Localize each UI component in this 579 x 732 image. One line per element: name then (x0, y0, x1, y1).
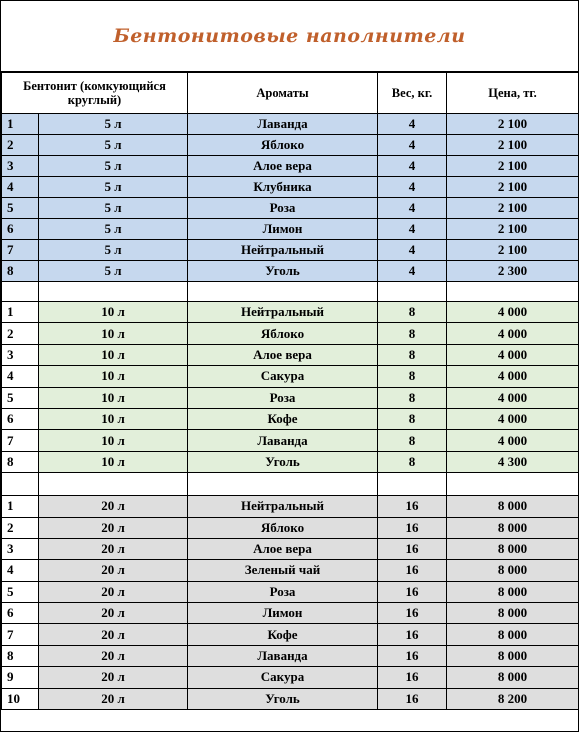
row-weight: 8 (378, 430, 447, 451)
spacer-cell (378, 473, 447, 496)
row-weight: 16 (378, 667, 447, 688)
page-title: Бентонитовые наполнители (113, 25, 466, 47)
row-price: 2 100 (447, 240, 579, 261)
row-volume: 5 л (39, 261, 188, 282)
row-volume: 20 л (39, 624, 188, 645)
row-volume: 10 л (39, 302, 188, 323)
row-weight: 8 (378, 451, 447, 472)
row-number: 1 (2, 302, 39, 323)
row-price: 8 000 (447, 603, 579, 624)
row-price: 8 200 (447, 688, 579, 709)
row-number: 7 (2, 430, 39, 451)
row-aroma: Алое вера (188, 538, 378, 559)
row-price: 2 100 (447, 177, 579, 198)
row-number: 3 (2, 538, 39, 559)
row-aroma: Роза (188, 581, 378, 602)
header-price: Цена, тг. (447, 73, 579, 114)
row-aroma: Яблоко (188, 323, 378, 344)
row-number: 2 (2, 517, 39, 538)
table-row (2, 261, 579, 282)
row-price: 8 000 (447, 667, 579, 688)
row-price: 8 000 (447, 581, 579, 602)
row-price: 2 100 (447, 219, 579, 240)
row-number: 2 (2, 323, 39, 344)
table-row (2, 581, 579, 602)
row-volume: 20 л (39, 560, 188, 581)
row-number: 1 (2, 496, 39, 517)
row-aroma: Алое вера (188, 344, 378, 365)
spacer-cell (188, 282, 378, 302)
table-row (2, 366, 579, 387)
row-weight: 16 (378, 581, 447, 602)
row-weight: 16 (378, 496, 447, 517)
row-aroma: Роза (188, 198, 378, 219)
row-number: 5 (2, 387, 39, 408)
row-price: 8 000 (447, 645, 579, 666)
row-aroma: Лаванда (188, 645, 378, 666)
row-volume: 5 л (39, 114, 188, 135)
group-spacer-row (2, 473, 579, 496)
table-row (2, 240, 579, 261)
row-volume: 5 л (39, 198, 188, 219)
row-weight: 4 (378, 135, 447, 156)
row-number: 8 (2, 645, 39, 666)
table-row (2, 387, 579, 408)
row-weight: 16 (378, 603, 447, 624)
spacer-cell (188, 473, 378, 496)
row-number: 3 (2, 344, 39, 365)
row-aroma: Лаванда (188, 114, 378, 135)
row-number: 9 (2, 667, 39, 688)
row-volume: 20 л (39, 496, 188, 517)
table-row (2, 219, 579, 240)
table-row (2, 344, 579, 365)
row-aroma: Лимон (188, 603, 378, 624)
table-body (2, 114, 579, 710)
table-row (2, 114, 579, 135)
table-row (2, 451, 579, 472)
spacer-cell (447, 473, 579, 496)
row-volume: 20 л (39, 688, 188, 709)
table-row (2, 323, 579, 344)
row-weight: 8 (378, 302, 447, 323)
row-aroma: Яблоко (188, 517, 378, 538)
row-number: 4 (2, 366, 39, 387)
row-volume: 10 л (39, 366, 188, 387)
row-price: 4 000 (447, 408, 579, 429)
table-row (2, 624, 579, 645)
row-weight: 16 (378, 560, 447, 581)
table-row (2, 645, 579, 666)
row-weight: 16 (378, 688, 447, 709)
row-aroma: Уголь (188, 451, 378, 472)
row-number: 6 (2, 603, 39, 624)
header-weight: Вес, кг. (378, 73, 447, 114)
table-row (2, 408, 579, 429)
spacer-cell (2, 473, 39, 496)
row-number: 10 (2, 688, 39, 709)
row-aroma: Уголь (188, 688, 378, 709)
row-volume: 10 л (39, 430, 188, 451)
row-volume: 10 л (39, 451, 188, 472)
header-bentonite: Бентонит (комкующийся круглый) (2, 73, 188, 114)
table-row (2, 177, 579, 198)
row-number: 8 (2, 451, 39, 472)
row-price: 8 000 (447, 624, 579, 645)
row-weight: 8 (378, 344, 447, 365)
table-row (2, 430, 579, 451)
row-aroma: Уголь (188, 261, 378, 282)
row-volume: 5 л (39, 240, 188, 261)
spacer-cell (378, 282, 447, 302)
row-weight: 8 (378, 408, 447, 429)
row-weight: 16 (378, 624, 447, 645)
row-aroma: Лаванда (188, 430, 378, 451)
row-volume: 20 л (39, 645, 188, 666)
row-volume: 20 л (39, 603, 188, 624)
row-weight: 8 (378, 387, 447, 408)
row-volume: 20 л (39, 581, 188, 602)
table-row (2, 560, 579, 581)
row-aroma: Роза (188, 387, 378, 408)
row-aroma: Кофе (188, 408, 378, 429)
row-volume: 10 л (39, 323, 188, 344)
row-weight: 8 (378, 323, 447, 344)
row-weight: 4 (378, 177, 447, 198)
table-row (2, 538, 579, 559)
row-number: 7 (2, 240, 39, 261)
row-price: 8 000 (447, 560, 579, 581)
title-block (1, 1, 578, 72)
row-volume: 20 л (39, 538, 188, 559)
row-volume: 10 л (39, 408, 188, 429)
row-weight: 4 (378, 198, 447, 219)
row-number: 6 (2, 219, 39, 240)
spacer-cell (39, 473, 188, 496)
row-price: 8 000 (447, 496, 579, 517)
row-price: 4 300 (447, 451, 579, 472)
table-row (2, 198, 579, 219)
row-price: 2 100 (447, 198, 579, 219)
spacer-cell (447, 282, 579, 302)
row-number: 6 (2, 408, 39, 429)
row-price: 4 000 (447, 387, 579, 408)
table-row (2, 517, 579, 538)
row-price: 4 000 (447, 302, 579, 323)
row-number: 4 (2, 177, 39, 198)
table-row (2, 302, 579, 323)
table-row (2, 667, 579, 688)
row-volume: 5 л (39, 135, 188, 156)
row-number: 8 (2, 261, 39, 282)
row-number: 3 (2, 156, 39, 177)
row-number: 4 (2, 560, 39, 581)
row-weight: 4 (378, 114, 447, 135)
row-aroma: Яблоко (188, 135, 378, 156)
row-price: 2 300 (447, 261, 579, 282)
row-price: 2 100 (447, 156, 579, 177)
header-aromas: Ароматы (188, 73, 378, 114)
row-volume: 20 л (39, 517, 188, 538)
row-weight: 4 (378, 156, 447, 177)
price-table (1, 72, 579, 710)
row-aroma: Лимон (188, 219, 378, 240)
row-aroma: Клубника (188, 177, 378, 198)
row-weight: 4 (378, 219, 447, 240)
row-price: 4 000 (447, 430, 579, 451)
row-volume: 5 л (39, 177, 188, 198)
row-aroma: Зеленый чай (188, 560, 378, 581)
table-row (2, 135, 579, 156)
row-price: 2 100 (447, 114, 579, 135)
row-volume: 5 л (39, 156, 188, 177)
row-number: 1 (2, 114, 39, 135)
row-weight: 8 (378, 366, 447, 387)
row-aroma: Нейтральный (188, 496, 378, 517)
table-row (2, 156, 579, 177)
row-number: 5 (2, 198, 39, 219)
spacer-cell (39, 282, 188, 302)
row-number: 2 (2, 135, 39, 156)
row-weight: 4 (378, 240, 447, 261)
table-row (2, 603, 579, 624)
row-volume: 5 л (39, 219, 188, 240)
row-aroma: Кофе (188, 624, 378, 645)
row-aroma: Нейтральный (188, 302, 378, 323)
row-weight: 4 (378, 261, 447, 282)
row-volume: 10 л (39, 387, 188, 408)
table-row (2, 496, 579, 517)
row-number: 7 (2, 624, 39, 645)
header-row (2, 73, 579, 114)
row-volume: 20 л (39, 667, 188, 688)
row-volume: 10 л (39, 344, 188, 365)
row-number: 5 (2, 581, 39, 602)
row-price: 4 000 (447, 344, 579, 365)
row-price: 4 000 (447, 323, 579, 344)
row-price: 2 100 (447, 135, 579, 156)
row-weight: 16 (378, 538, 447, 559)
row-price: 4 000 (447, 366, 579, 387)
row-aroma: Алое вера (188, 156, 378, 177)
spacer-cell (2, 282, 39, 302)
row-aroma: Сакура (188, 667, 378, 688)
row-aroma: Сакура (188, 366, 378, 387)
group-spacer-row (2, 282, 579, 302)
row-price: 8 000 (447, 538, 579, 559)
row-weight: 16 (378, 645, 447, 666)
row-weight: 16 (378, 517, 447, 538)
table-row (2, 688, 579, 709)
row-price: 8 000 (447, 517, 579, 538)
row-aroma: Нейтральный (188, 240, 378, 261)
